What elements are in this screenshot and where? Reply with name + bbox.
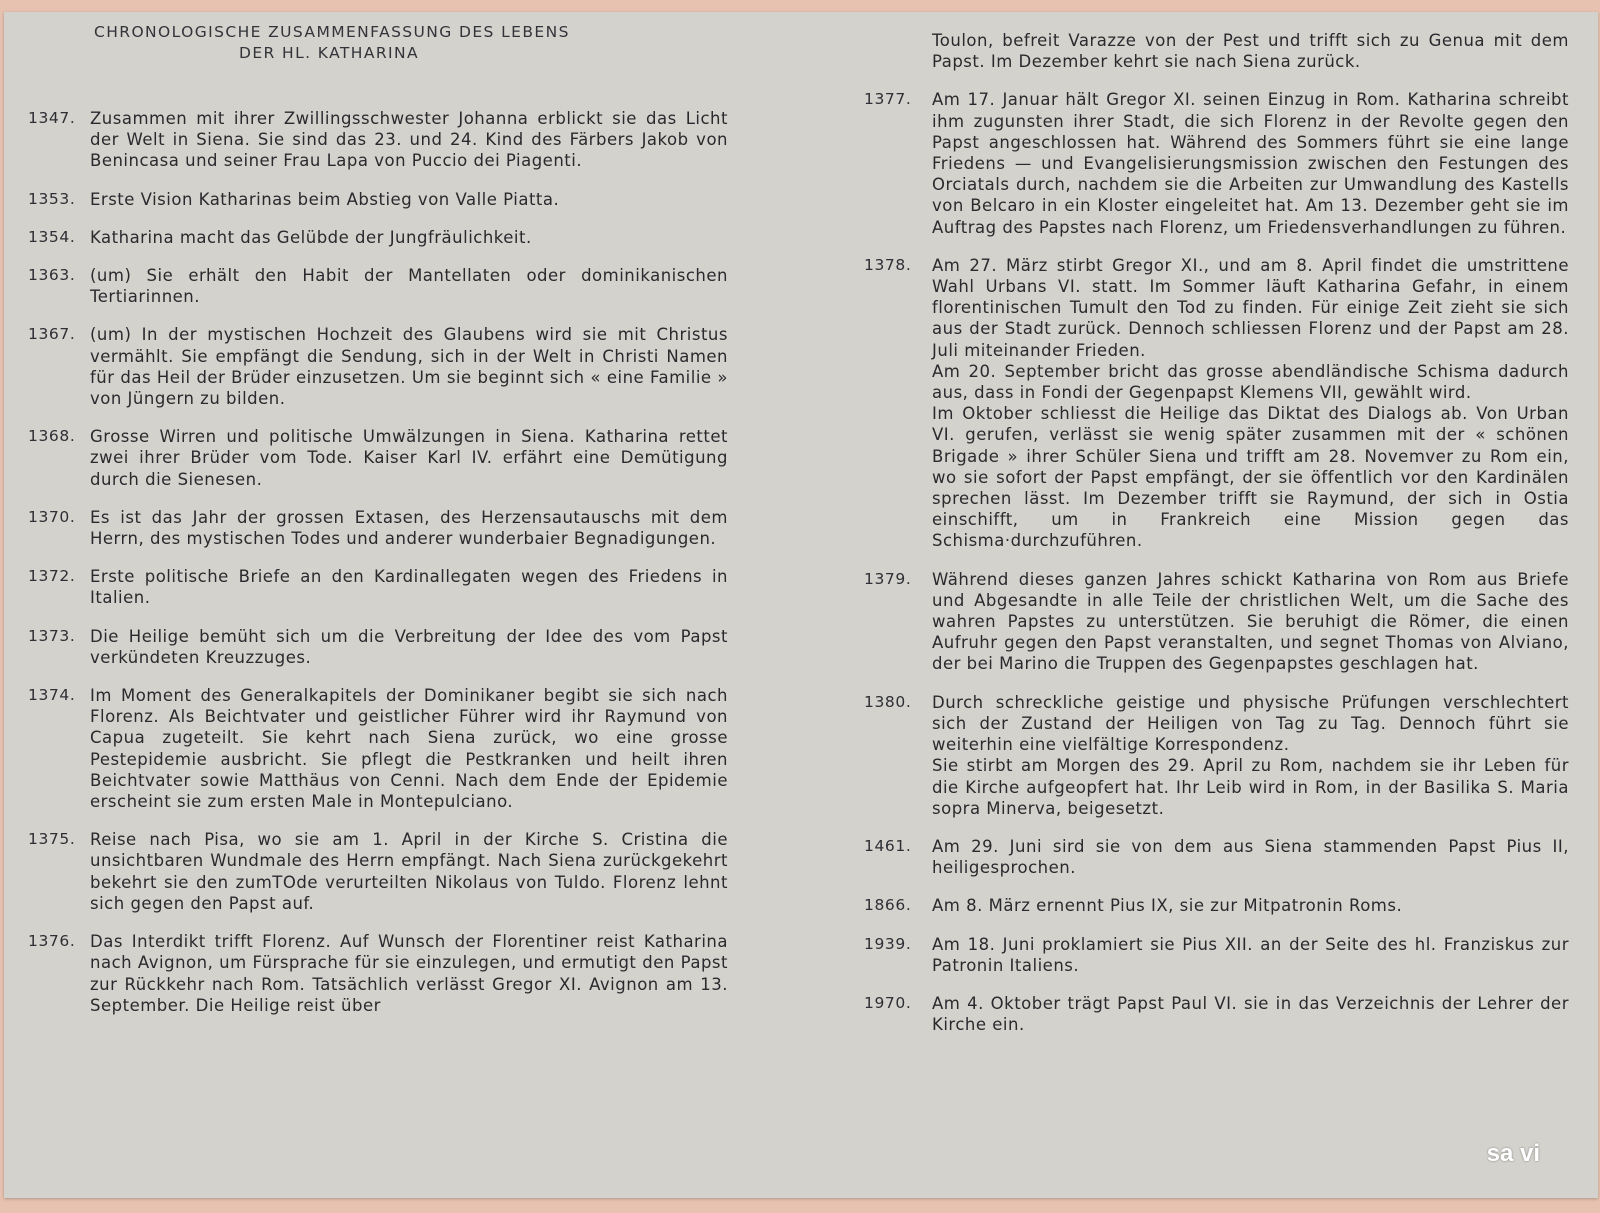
entry-text: (um) Sie erhält den Habit der Mantellaten oder dominikanischen Tertiarinnen. [90,266,728,307]
entry-year: 1376. [28,932,76,951]
chronology-entry [864,569,1569,675]
entry-text [932,993,1569,1035]
entry-paragraph: Durch schreckliche geistige und physische Prüfungen verschlechtert sich der Zustand der Heiligen von Tag zu Tag. Dennoch führt sie weiterhin eine vielfältige Korrespondenz. [932,692,1569,755]
entry-paragraph: Am 8. März ernennt Pius IX, sie zur Mitpatronin Roms. [932,896,1403,916]
entry-paragraph: Am 17. Januar hält Gregor XI. seinen Einzug in Rom. Katharina schreibt ihm zugunsten ihrer Stadt, die sich Florenz in der Revolte gegen den Papst angeschlossen hat. Während des Sommers führt sie eine lange Friedens — und Evangelisierungsmission zwischen den Festungen des Orciatals durch, nachdem sie die Arbeiten zur Umwandlung des Kastells von Belcaro in ein Kloster eingeleitet hat. Am 13. Dezember geht sie im Auftrag des Papstes nach Florenz, um Friedensverhandlungen zu führen. [932,90,1569,237]
entry-year: 1866. [864,896,912,915]
document-title [94,22,570,64]
entry-text: Die Heilige bemüht sich um die Verbreitung der Idee des vom Papst verkündeten Kreuzzuges. [90,626,728,667]
entry-text: Katharina macht das Gelübde der Jungfräulichkeit. [90,227,532,247]
entry-year: 1354. [28,227,76,246]
entry-text [932,836,1569,878]
entry-year: 1353. [28,189,76,208]
chronology-entry [28,189,728,210]
entry-text: Erste Vision Katharinas beim Abstieg von Valle Piatta. [90,189,560,209]
chronology-entry [28,324,728,409]
chronology-entry [864,692,1569,819]
title-line-2: DER HL. KATHARINA [239,44,419,62]
chronology-entry [864,836,1569,878]
chronology-entry [28,108,728,172]
entry-text: Im Moment des Generalkapitels der Dominikaner begibt sie sich nach Florenz. Als Beichtvater und geistlicher Führer wird ihr Raymund von Capua zugeteilt. Sie kehrt nach Siena zurück, wo eine grosse Pestepidemie ausbricht. Sie pflegt die Pestkranken und heilt ihren Beichtvater sowie Matthäus von Cenni. Nach dem Ende der Epidemie erscheint sie zum ersten Male in Montepulciano. [90,686,728,812]
entry-text: Reise nach Pisa, wo sie am 1. April in der Kirche S. Cristina die unsichtbaren Wundmale des Herrn empfängt. Nach Siena zurückgekehrt bekehrt sie den zumTOde verurteilten Nikolaus von Tuldo. Florenz lehnt sich gegen den Papst auf. [90,830,728,913]
chronology-entry [28,566,728,608]
entry-text [932,569,1569,675]
entry-year: 1367. [28,325,76,344]
entry-year: 1372. [28,567,76,586]
entry-year: 1461. [864,836,912,855]
entry-paragraph: Am 27. März stirbt Gregor XI., und am 8. April findet die umstrittene Wahl Urbans VI. statt. Im Sommer läuft Katharina Gefahr, in einem florentinischen Tumult den Tod zu finden. Für einige Zeit zieht sie sich aus der Stadt zurück. Dennoch schliessen Florenz und der Papst am 28. Juli miteinander Frieden. [932,255,1569,360]
left-column [28,108,728,1033]
document-page [4,12,1598,1198]
continuation-text: Toulon, befreit Varazze von der Pest und trifft sich zu Genua mit dem Papst. Im Dezember kehrt sie nach Siena zurück. [932,31,1569,72]
entry-text: Grosse Wirren und politische Umwälzungen in Siena. Katharina rettet zwei ihrer Brüder vom Tode. Kaiser Karl IV. erfährt eine Demütigung durch die Sienesen. [90,427,728,489]
entry-paragraph: Sie stirbt am Morgen des 29. April zu Rom, nachdem sie ihr Leben für die Kirche aufgeopfert hat. Ihr Leib wird in Rom, in der Basilika S. Maria sopra Minerva, beigesetzt. [932,756,1569,818]
entry-text [932,255,1569,552]
entry-year: 1970. [864,993,912,1012]
entry-text [932,89,1569,237]
entry-paragraph: Am 29. Juni sird sie von dem aus Siena stammenden Papst Pius II, heiligesprochen. [932,836,1569,878]
entry-paragraph: Während dieses ganzen Jahres schickt Katharina von Rom aus Briefe und Abgesandte in alle Teile der christlichen Welt, um die Sache des wahren Papstes zu unterstützen. Sie beruhigt die Römer, die einen Aufruhr gegen den Papst veranstalten, und segnet Thomas von Alviano, der bei Marino die Truppen des Gegenpapstes geschlagen hat. [932,569,1569,674]
entry-text: Erste politische Briefe an den Kardinallegaten wegen des Friedens in Italien. [90,567,728,608]
chronology-entry [28,507,728,549]
entry-year: 1374. [28,686,76,705]
title-line-1: CHRONOLOGISCHE ZUSAMMENFASSUNG DES LEBENS [94,23,570,41]
entry-year: 1939. [864,934,912,953]
chronology-entry [28,265,728,307]
entry-text: Es ist das Jahr der grossen Extasen, des Herzensautauschs mit dem Herrn, des mystischen Todes und anderer wunderbaier Begnadigungen. [90,507,728,549]
chronology-entry [864,89,1569,237]
entry-year: 1377. [864,90,912,109]
right-column [864,30,1569,1052]
watermark: sa vi [1486,1140,1540,1167]
chronology-entry [28,931,728,1016]
entry-year: 1370. [28,507,76,526]
chronology-entry [864,993,1569,1035]
entry-year: 1375. [28,830,76,849]
chronology-entry [864,255,1569,552]
chronology-entry [28,829,728,914]
entry-year: 1373. [28,626,76,645]
entry-text [932,895,1569,916]
chronology-entry [864,895,1569,916]
entry-paragraph: Am 18. Juni proklamiert sie Pius XII. an der Seite des hl. Franziskus zur Patronin Italiens. [932,934,1569,975]
entry-text: Das Interdikt trifft Florenz. Auf Wunsch der Florentiner reist Katharina nach Avignon, um Fürsprache für sie einzulegen, und ermutigt den Papst zur Rückkehr nach Rom. Tatsächlich verlässt Gregor XI. Avignon am 13. September. Die Heilige reist über [90,932,728,1015]
entry-paragraph: Am 20. September bricht das grosse abendländische Schisma dadurch aus, dass in Fondi der Gegenpapst Klemens VII, gewählt wird. [932,361,1569,403]
entry-year: 1368. [28,427,76,446]
chronology-entry [28,626,728,668]
entry-text: Zusammen mit ihrer Zwillingsschwester Johanna erblickt sie das Licht der Welt in Siena. Sie sind das 23. und 24. Kind des Färbers Jakob von Benincasa und seiner Frau Lapa von Puccio dei Piagenti. [90,109,728,171]
entry-paragraph: Im Oktober schliesst die Heilige das Diktat des Dialogs ab. Von Urban VI. gerufen, verlässt sie wenig später zusammen mit der « schönen Brigade » ihrer Schüler Siena und trifft am 28. Novemver zu Rom ein, wo sie sofort der Papst empfängt, der sie öffentlich vor den Kardinälen sprechen lässt. Im Dezember trifft sie Raymund, der sich in Ostia einschifft, um in Frankreich eine Mission gegen das Schisma·durchzuführen. [932,404,1569,551]
chronology-entry [28,426,728,490]
entry-text: (um) In der mystischen Hochzeit des Glaubens wird sie mit Christus vermählt. Sie empfängt die Sendung, sich in der Welt in Christi Namen für das Heil der Brüder einzusetzen. Um sie beginnt sich « eine Familie » von Jüngern zu bilden. [90,325,728,409]
entry-year: 1363. [28,266,76,285]
chronology-entry [28,227,728,248]
entry-year: 1347. [28,109,76,127]
chronology-entry [864,934,1569,976]
entry-year: 1379. [864,569,912,588]
entry-year: 1378. [864,255,912,274]
entry-paragraph: Am 4. Oktober trägt Papst Paul VI. sie in das Verzeichnis der Lehrer der Kirche ein. [932,993,1569,1035]
chronology-entry [28,685,728,812]
entry-year: 1380. [864,692,912,711]
entry-text [932,934,1569,976]
entry-text [932,692,1569,819]
